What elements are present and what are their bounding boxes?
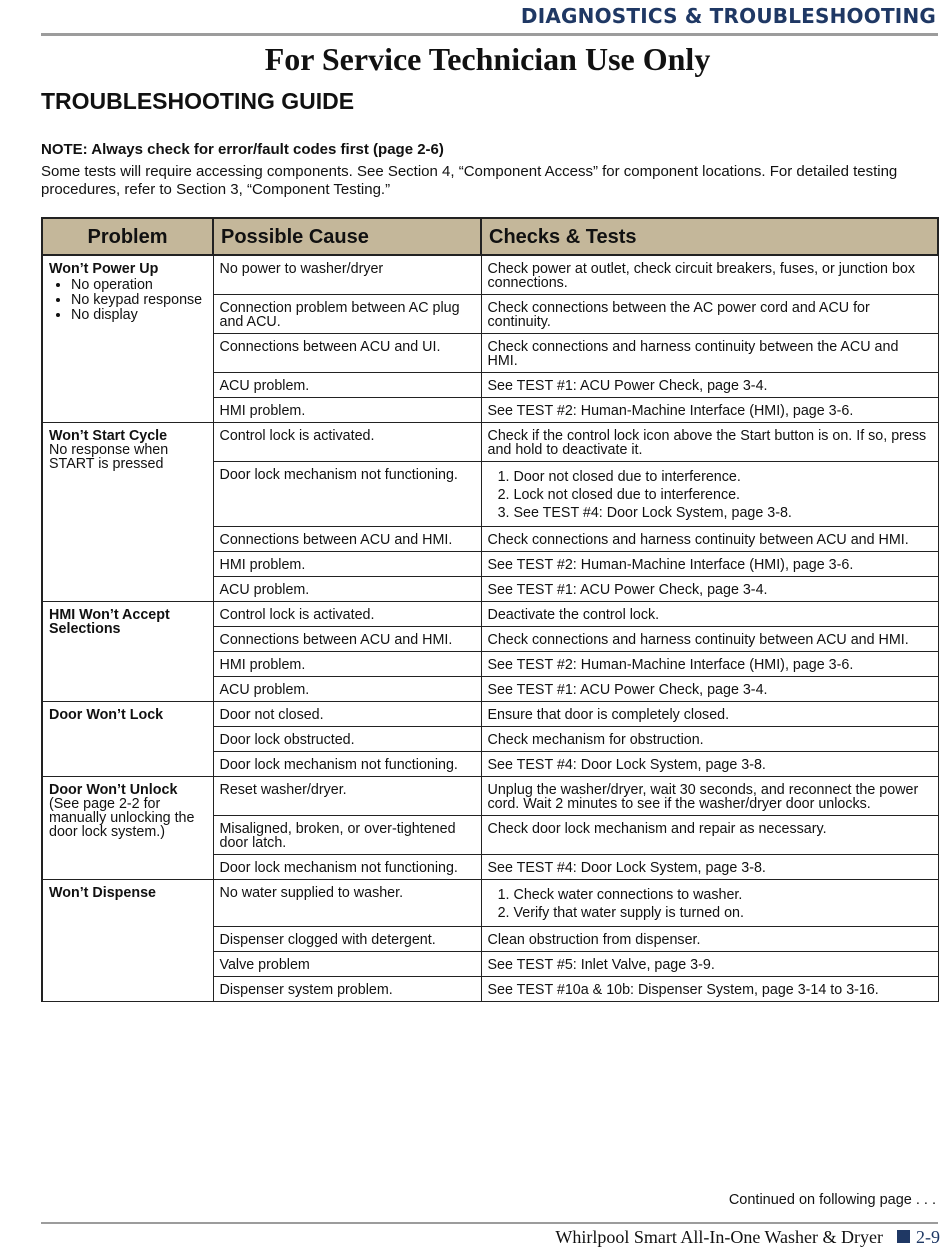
- cause-cell: Door lock obstructed.: [213, 727, 481, 752]
- check-steps: [488, 886, 932, 922]
- cause-cell: Door not closed.: [213, 702, 481, 727]
- check-cell: See TEST #4: Door Lock System, page 3-8.: [481, 855, 938, 880]
- cause-cell: Door lock mechanism not functioning.: [213, 855, 481, 880]
- section-header: DIAGNOSTICS & TROUBLESHOOTING: [520, 4, 936, 28]
- page-footer: [555, 1227, 940, 1248]
- symptom-item: • No keypad response: [71, 293, 207, 307]
- cause-cell: Control lock is activated.: [213, 602, 481, 627]
- header-divider: [41, 33, 938, 36]
- footer-divider: [41, 1222, 938, 1224]
- check-cell: See TEST #1: ACU Power Check, page 3-4.: [481, 677, 938, 702]
- check-step: 2. Lock not closed due to interference.: [514, 486, 932, 504]
- check-cell: See TEST #10a & 10b: Dispenser System, page 3-14 to 3-16.: [481, 977, 938, 1002]
- cause-cell: Dispenser clogged with detergent.: [213, 927, 481, 952]
- cause-cell: Connection problem between AC plug and ACU.: [213, 295, 481, 334]
- check-cell: Unplug the washer/dryer, wait 30 seconds, and reconnect the power cord. Wait 2 minutes to see if the washer/dryer door unlocks.: [481, 777, 938, 816]
- check-cell: Check power at outlet, check circuit breakers, fuses, or junction box connections.: [481, 255, 938, 295]
- check-cell: Check mechanism for obstruction.: [481, 727, 938, 752]
- problem-cell: [42, 880, 213, 1002]
- check-cell: See TEST #5: Inlet Valve, page 3-9.: [481, 952, 938, 977]
- problem-title: Won’t Start Cycle: [49, 428, 168, 444]
- cause-cell: Connections between ACU and HMI.: [213, 627, 481, 652]
- check-cell: Ensure that door is completely closed.: [481, 702, 938, 727]
- cause-cell: HMI problem.: [213, 652, 481, 677]
- check-step: 2. Verify that water supply is turned on.: [514, 904, 932, 922]
- check-cell: Check if the control lock icon above the Start button is on. If so, press and hold to deactivate it.: [481, 423, 938, 462]
- table-row: [42, 702, 938, 727]
- problem-cell: [42, 602, 213, 702]
- continued-note: Continued on following page . . .: [728, 1192, 936, 1208]
- check-cell: Check connections and harness continuity between ACU and HMI.: [481, 627, 938, 652]
- problem-cell: [42, 423, 213, 602]
- page-title: For Service Technician Use Only: [264, 41, 711, 77]
- table-header: [42, 218, 938, 255]
- check-cell: Check connections between the AC power cord and ACU for continuity.: [481, 295, 938, 334]
- cause-cell: ACU problem.: [213, 373, 481, 398]
- problem-cell: [42, 702, 213, 777]
- cause-cell: Control lock is activated.: [213, 423, 481, 462]
- check-step: 1. Door not closed due to interference.: [514, 468, 932, 486]
- table-row: [42, 777, 938, 816]
- check-cell: See TEST #1: ACU Power Check, page 3-4.: [481, 373, 938, 398]
- table-body: [42, 255, 938, 1002]
- check-cell: Clean obstruction from dispenser.: [481, 927, 938, 952]
- cause-cell: HMI problem.: [213, 398, 481, 423]
- check-cell: See TEST #2: Human-Machine Interface (HMI), page 3-6.: [481, 552, 938, 577]
- check-cell: See TEST #2: Human-Machine Interface (HMI), page 3-6.: [481, 652, 938, 677]
- cause-cell: Valve problem: [213, 952, 481, 977]
- guide-heading: TROUBLESHOOTING GUIDE: [41, 88, 355, 114]
- problem-detail: No response when START is pressed: [49, 442, 169, 472]
- problem-cell: [42, 255, 213, 423]
- column-header-cause: Possible Cause: [213, 218, 481, 255]
- table-row: [42, 602, 938, 627]
- troubleshooting-table: [41, 217, 939, 1002]
- symptom-item: • No operation: [71, 278, 207, 292]
- problem-title: HMI Won’t Accept Selections: [49, 607, 170, 637]
- cause-cell: Connections between ACU and UI.: [213, 334, 481, 373]
- check-cell: Check connections and harness continuity between ACU and HMI.: [481, 527, 938, 552]
- problem-detail: (See page 2-2 for manually unlocking the door lock system.): [49, 796, 195, 840]
- check-steps: [488, 468, 932, 522]
- cause-cell: Misaligned, broken, or over-tightened door latch.: [213, 816, 481, 855]
- problem-title: Won’t Dispense: [49, 885, 156, 901]
- check-cell: See TEST #4: Door Lock System, page 3-8.: [481, 752, 938, 777]
- symptom-item: • No display: [71, 308, 207, 322]
- cause-cell: Reset washer/dryer.: [213, 777, 481, 816]
- symptom-list: [49, 278, 207, 322]
- cause-cell: Connections between ACU and HMI.: [213, 527, 481, 552]
- check-cell: [481, 880, 938, 927]
- problem-title: Door Won’t Unlock: [49, 782, 178, 798]
- cause-cell: ACU problem.: [213, 677, 481, 702]
- table-row: [42, 423, 938, 462]
- square-icon: [897, 1230, 910, 1243]
- problem-cell: [42, 777, 213, 880]
- footer-title: Whirlpool Smart All-In-One Washer & Dryer: [555, 1227, 883, 1247]
- cause-cell: ACU problem.: [213, 577, 481, 602]
- problem-title: Won’t Power Up: [49, 261, 159, 277]
- cause-cell: Dispenser system problem.: [213, 977, 481, 1002]
- cause-cell: Door lock mechanism not functioning.: [213, 752, 481, 777]
- check-step: 1. Check water connections to washer.: [514, 886, 932, 904]
- note-text: NOTE: Always check for error/fault codes first (page 2-6): [41, 141, 444, 158]
- cause-cell: HMI problem.: [213, 552, 481, 577]
- problem-title: Door Won’t Lock: [49, 707, 164, 723]
- cause-cell: No power to washer/dryer: [213, 255, 481, 295]
- check-cell: Deactivate the control lock.: [481, 602, 938, 627]
- check-cell: See TEST #2: Human-Machine Interface (HMI), page 3-6.: [481, 398, 938, 423]
- column-header-problem: Problem: [42, 218, 213, 255]
- cause-cell: Door lock mechanism not functioning.: [213, 462, 481, 527]
- check-cell: Check door lock mechanism and repair as necessary.: [481, 816, 938, 855]
- table-row: [42, 255, 938, 295]
- check-cell: Check connections and harness continuity between the ACU and HMI.: [481, 334, 938, 373]
- check-step: 3. See TEST #4: Door Lock System, page 3-8.: [514, 504, 932, 522]
- column-header-checks: Checks & Tests: [481, 218, 938, 255]
- page-number: 2-9: [916, 1227, 940, 1247]
- table-row: [42, 880, 938, 927]
- intro-paragraph: Some tests will require accessing components. See Section 4, “Component Access” for component locations. For detailed testing procedures, refer to Section 3, “Component Testing.”: [41, 163, 898, 198]
- check-cell: See TEST #1: ACU Power Check, page 3-4.: [481, 577, 938, 602]
- check-cell: [481, 462, 938, 527]
- cause-cell: No water supplied to washer.: [213, 880, 481, 927]
